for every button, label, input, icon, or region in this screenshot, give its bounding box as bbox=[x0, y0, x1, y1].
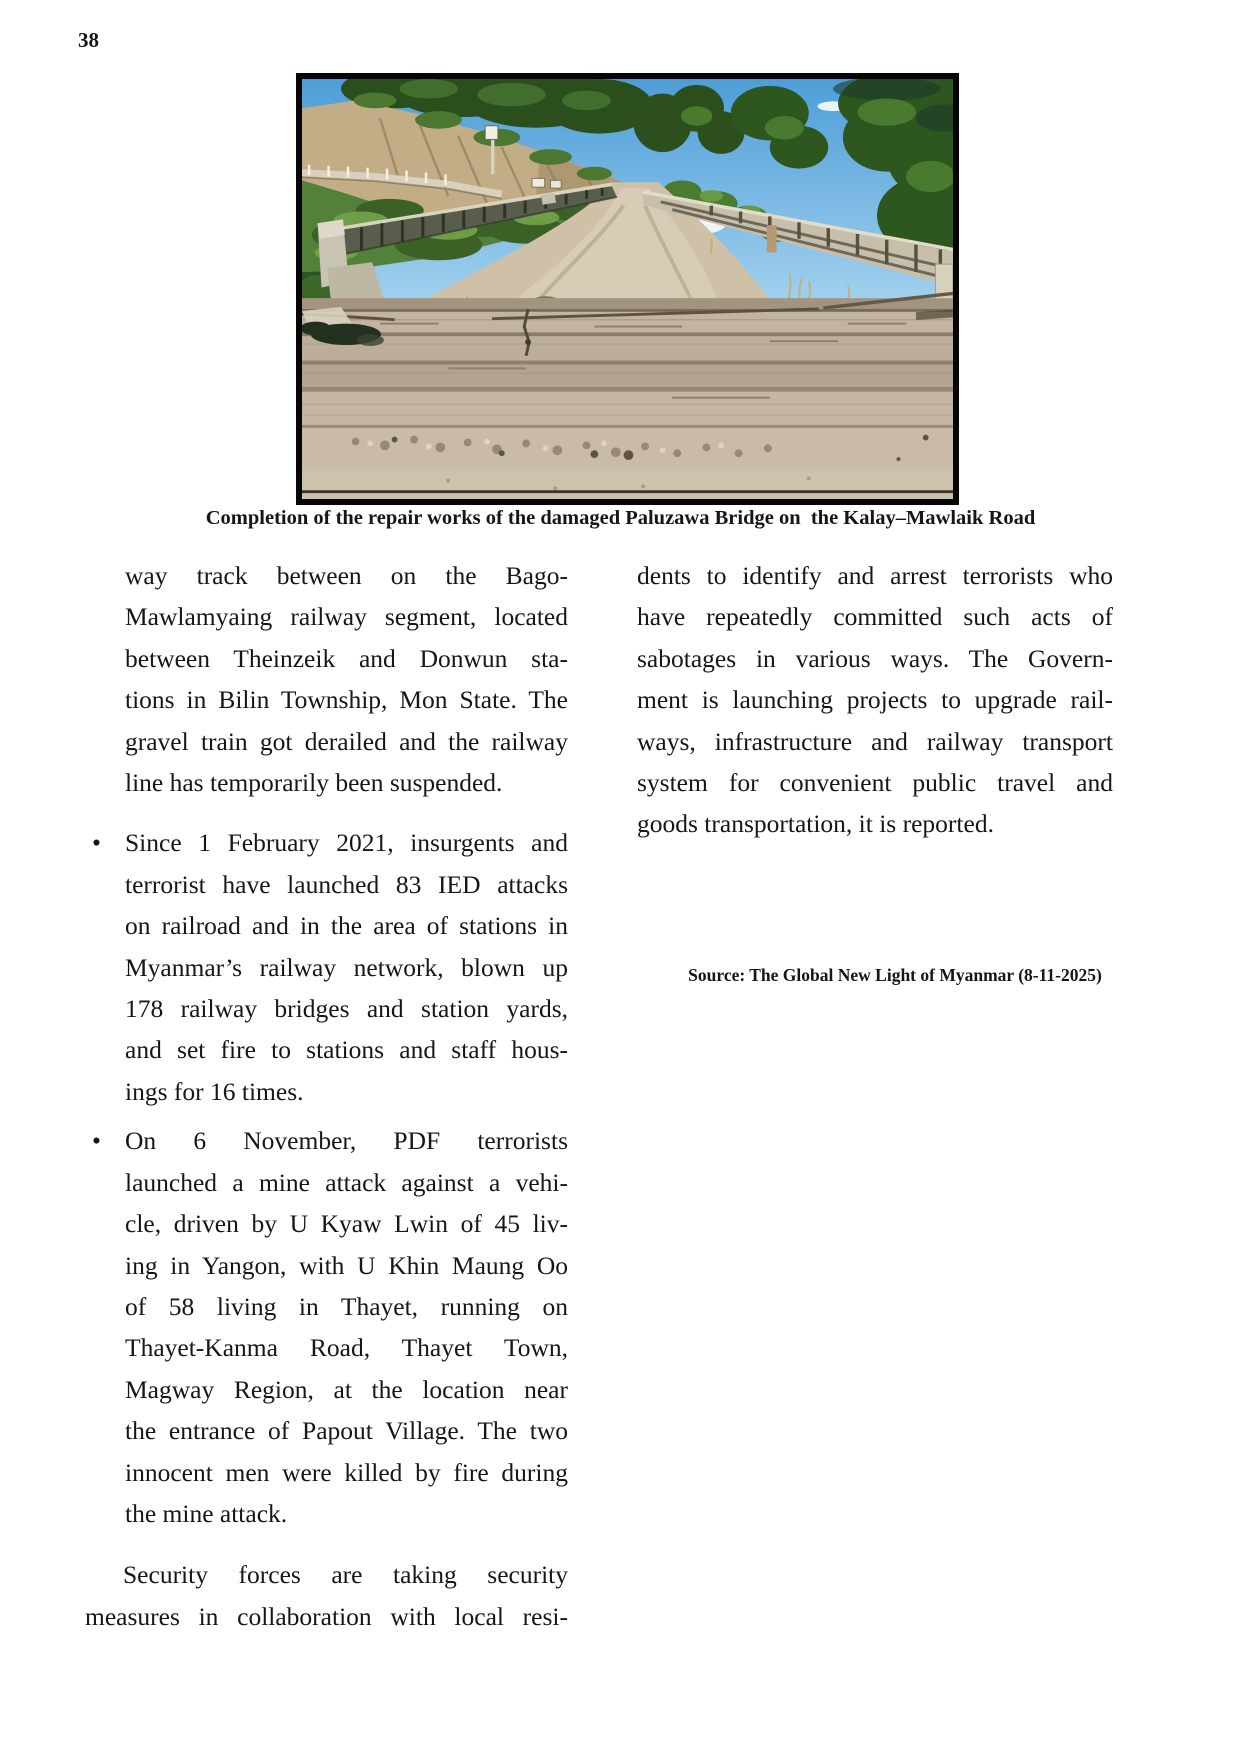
text-line: launched a mine attack against a vehi- bbox=[125, 1167, 568, 1197]
road-sign bbox=[485, 126, 498, 140]
text-line: measures in collaboration with local resi- bbox=[85, 1601, 568, 1631]
text-line: 178 railway bridges and station yards, bbox=[125, 994, 568, 1024]
bullet-icon: • bbox=[92, 828, 101, 858]
text-line: way track between on the Bago- bbox=[125, 561, 568, 590]
bridge-photo-illustration bbox=[302, 79, 953, 499]
text-line: sabotages in various ways. The Govern- bbox=[637, 643, 1113, 673]
text-line: of 58 living in Thayet, running on bbox=[125, 1291, 568, 1321]
text-line: line has temporarily been suspended. bbox=[125, 768, 503, 798]
bullet-text-ied-attacks bbox=[125, 822, 568, 1112]
paragraph-continuation bbox=[125, 555, 568, 803]
source-attribution: Source: The Global New Light of Myanmar (8-11-2025) bbox=[688, 964, 1102, 985]
text-line: Security forces are taking security bbox=[123, 1560, 568, 1590]
text-line: have repeatedly committed such acts of bbox=[637, 602, 1113, 632]
text-line: goods transportation, it is reported. bbox=[637, 809, 994, 839]
page-number: 38 bbox=[78, 28, 99, 52]
left-column bbox=[85, 555, 568, 1637]
text-line: on railroad and in the area of stations in bbox=[125, 911, 568, 941]
text-line: Since 1 February 2021, insurgents and bbox=[125, 828, 568, 858]
text-line: between Theinzeik and Donwun sta- bbox=[125, 643, 568, 673]
wooden-planks bbox=[302, 293, 953, 427]
text-line: ment is launching projects to upgrade rail- bbox=[637, 685, 1113, 715]
bullet-item-mine-attack bbox=[85, 1120, 568, 1534]
text-line: and set fire to stations and staff hous- bbox=[125, 1035, 568, 1065]
text-line: On 6 November, PDF terrorists bbox=[125, 1126, 568, 1156]
bullet-text-mine-attack bbox=[125, 1120, 568, 1534]
bullet-icon: • bbox=[92, 1126, 101, 1156]
text-line: ings for 16 times. bbox=[125, 1076, 304, 1106]
text-line: the mine attack. bbox=[125, 1498, 288, 1528]
bridge-photo bbox=[296, 73, 959, 505]
text-line: the entrance of Papout Village. The two bbox=[125, 1416, 568, 1446]
text-line: Mawlamyaing railway segment, located bbox=[125, 602, 568, 632]
text-line: ways, infrastructure and railway transport bbox=[637, 726, 1113, 756]
text-line: Myanmar’s railway network, blown up bbox=[125, 952, 568, 982]
bullet-item-ied-attacks bbox=[85, 822, 568, 1112]
text-line: terrorist have launched 83 IED attacks bbox=[125, 869, 568, 899]
text-line: gravel train got derailed and the railway bbox=[125, 726, 568, 756]
text-line: Thayet-Kanma Road, Thayet Town, bbox=[125, 1333, 568, 1363]
gravel-strip bbox=[302, 425, 953, 499]
right-column bbox=[637, 555, 1113, 987]
text-line: cle, driven by U Kyaw Lwin of 45 liv- bbox=[125, 1209, 568, 1239]
text-line: tions in Bilin Township, Mon State. The bbox=[125, 685, 568, 715]
text-line: dents to identify and arrest terrorists who bbox=[637, 561, 1113, 590]
text-line: ing in Yangon, with U Khin Maung Oo bbox=[125, 1250, 568, 1280]
text-line: innocent men were killed by fire during bbox=[125, 1457, 568, 1487]
photo-caption: Completion of the repair works of the damaged Paluzawa Bridge on the Kalay–Mawlaik Road bbox=[205, 507, 1036, 529]
text-line: Magway Region, at the location near bbox=[125, 1374, 568, 1404]
text-line: system for convenient public travel and bbox=[637, 768, 1113, 798]
paragraph-security-forces bbox=[85, 1554, 568, 1637]
paragraph-government-projects bbox=[637, 555, 1113, 845]
